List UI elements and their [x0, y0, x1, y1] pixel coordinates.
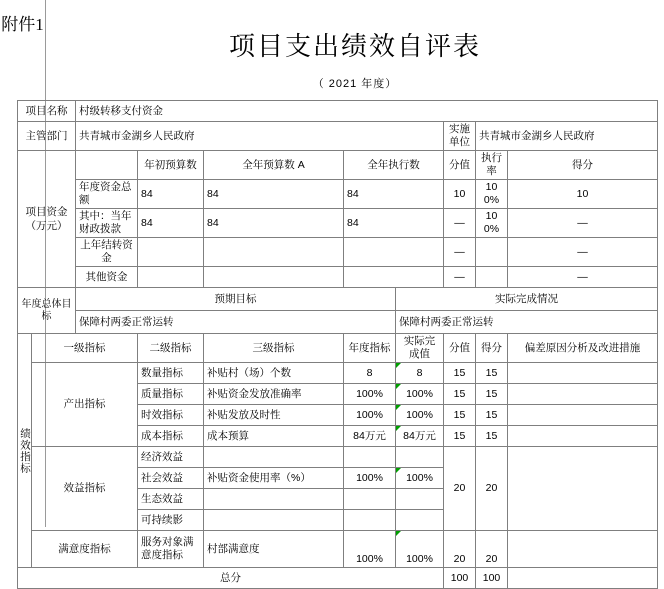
indicator-score: 15	[476, 405, 508, 426]
indicator-l3: 补贴村（场）个数	[204, 363, 344, 384]
table-row	[18, 311, 658, 334]
indicator-l3	[204, 510, 344, 531]
total-reason	[508, 568, 658, 589]
dept-value: 共青城市金湖乡人民政府	[76, 122, 444, 151]
indicator-l3	[204, 489, 344, 510]
expected-text: 保障村两委正常运转	[76, 311, 396, 334]
indicator-reason	[508, 384, 658, 405]
fund-row-rate: 100%	[476, 209, 508, 238]
indicator-target: 84万元	[344, 426, 396, 447]
indicator-l2: 生态效益	[138, 489, 204, 510]
indicator-value: 15	[444, 363, 476, 384]
table-row	[18, 238, 658, 267]
table-row	[18, 447, 658, 468]
fund-row-score: —	[508, 267, 658, 288]
indicator-score: 15	[476, 363, 508, 384]
indicator-target	[344, 510, 396, 531]
fund-row-c: 84	[344, 209, 444, 238]
title-block	[46, 0, 664, 92]
fund-row-name: 上年结转资金	[76, 238, 138, 267]
fund-row-a	[138, 238, 204, 267]
fund-row-scorevalue: 10	[444, 180, 476, 209]
fund-row-score: 10	[508, 180, 658, 209]
attachment-label: 附件1	[1, 15, 44, 34]
indicator-l2: 社会效益	[138, 468, 204, 489]
indicator-l2: 可持续影	[138, 510, 204, 531]
indicator-reason	[508, 426, 658, 447]
indicator-l1-header: 一级指标	[32, 334, 138, 363]
indicator-l2: 时效指标	[138, 405, 204, 426]
actual-text: 保障村两委正常运转	[396, 311, 658, 334]
indicator-group-benefit: 效益指标	[32, 447, 138, 531]
fund-row-a	[138, 267, 204, 288]
indicator-value: 20	[444, 531, 476, 568]
table-row	[18, 334, 658, 363]
table-row	[18, 101, 658, 122]
fund-row-a: 84	[138, 209, 204, 238]
table-row	[18, 180, 658, 209]
unit-value: 共青城市金湖乡人民政府	[476, 122, 658, 151]
indicator-actual: 100%	[396, 468, 444, 489]
indicator-actual-header: 实际完成值	[396, 334, 444, 363]
col-score: 得分	[508, 151, 658, 180]
unit-label: 实施单位	[444, 122, 476, 151]
fund-row-score: —	[508, 209, 658, 238]
total-label: 总分	[18, 568, 444, 589]
table-row	[18, 267, 658, 288]
indicator-reason	[508, 405, 658, 426]
indicator-actual: 100%	[396, 531, 444, 568]
fund-row-rate	[476, 267, 508, 288]
table-row	[18, 568, 658, 589]
indicator-actual: 100%	[396, 384, 444, 405]
fund-row-a: 84	[138, 180, 204, 209]
indicator-target: 100%	[344, 384, 396, 405]
indicator-reason	[508, 531, 658, 568]
table-row	[18, 288, 658, 311]
indicator-target	[344, 447, 396, 468]
fund-row-b: 84	[204, 180, 344, 209]
total-score: 100	[476, 568, 508, 589]
actual-header: 实际完成情况	[396, 288, 658, 311]
fund-row-c	[344, 267, 444, 288]
fund-row-c: 84	[344, 180, 444, 209]
indicator-l2-header: 二级指标	[138, 334, 204, 363]
expected-header: 预期目标	[76, 288, 396, 311]
fund-row-name: 年度资金总额	[76, 180, 138, 209]
indicator-target: 100%	[344, 405, 396, 426]
indicator-reason	[508, 363, 658, 384]
self-evaluation-table	[17, 100, 658, 589]
indicator-target	[344, 489, 396, 510]
indicator-target: 100%	[344, 468, 396, 489]
table-row	[18, 209, 658, 238]
indicator-l2: 质量指标	[138, 384, 204, 405]
table-row	[18, 151, 658, 180]
indicator-value-header: 分值	[444, 334, 476, 363]
page-title: 项目支出绩效自评表	[228, 32, 481, 61]
indicator-score: 20	[476, 447, 508, 531]
performance-label: 绩效指标	[18, 334, 32, 568]
indicator-actual	[396, 489, 444, 510]
fund-row-score: —	[508, 238, 658, 267]
col-full-exec: 全年执行数	[344, 151, 444, 180]
table-row	[18, 363, 658, 384]
fund-row-c	[344, 238, 444, 267]
fund-row-b: 84	[204, 209, 344, 238]
fund-row-scorevalue: —	[444, 209, 476, 238]
indicator-actual: 8	[396, 363, 444, 384]
indicator-value: 15	[444, 426, 476, 447]
indicator-l3: 成本预算	[204, 426, 344, 447]
col-year-budget: 年初预算数	[138, 151, 204, 180]
indicator-value: 20	[444, 447, 476, 531]
indicator-score: 20	[476, 531, 508, 568]
page-subtitle: （ 2021 年度）	[312, 78, 398, 90]
project-name-value: 村级转移支付资金	[76, 101, 658, 122]
fund-col-name	[76, 151, 138, 180]
indicator-actual	[396, 510, 444, 531]
col-score-value: 分值	[444, 151, 476, 180]
table-row	[18, 122, 658, 151]
table-row	[18, 531, 658, 568]
col-exec-rate: 执行率	[476, 151, 508, 180]
indicator-actual: 100%	[396, 405, 444, 426]
fund-row-name: 其他资金	[76, 267, 138, 288]
indicator-l3: 补贴资金使用率（%）	[204, 468, 344, 489]
fund-row-scorevalue: —	[444, 238, 476, 267]
fund-row-b	[204, 238, 344, 267]
indicator-score: 15	[476, 384, 508, 405]
overall-goal-label: 年度总体目标	[18, 288, 76, 334]
indicator-value: 15	[444, 405, 476, 426]
indicator-year-header: 年度指标	[344, 334, 396, 363]
funds-label: 项目资金（万元）	[18, 151, 76, 288]
indicator-l2: 数量指标	[138, 363, 204, 384]
indicator-target: 100%	[344, 531, 396, 568]
indicator-group-output: 产出指标	[32, 363, 138, 447]
fund-row-rate	[476, 238, 508, 267]
indicator-l3: 补贴发放及时性	[204, 405, 344, 426]
indicator-group-satisfaction: 满意度指标	[32, 531, 138, 568]
dept-label: 主管部门	[18, 122, 76, 151]
indicator-l2: 经济效益	[138, 447, 204, 468]
indicator-l3	[204, 447, 344, 468]
indicator-reason	[508, 447, 658, 531]
indicator-l3: 补贴资金发放准确率	[204, 384, 344, 405]
fund-row-name: 其中：当年财政拨款	[76, 209, 138, 238]
fund-row-rate: 100%	[476, 180, 508, 209]
fund-row-b	[204, 267, 344, 288]
indicator-l2: 服务对象满意度指标	[138, 531, 204, 568]
indicator-l3-header: 三级指标	[204, 334, 344, 363]
indicator-target: 8	[344, 363, 396, 384]
col-full-budget: 全年预算数 A	[204, 151, 344, 180]
indicator-reason-header: 偏差原因分析及改进措施	[508, 334, 658, 363]
indicator-l2: 成本指标	[138, 426, 204, 447]
indicator-score-header: 得分	[476, 334, 508, 363]
indicator-actual: 84万元	[396, 426, 444, 447]
indicator-score: 15	[476, 426, 508, 447]
project-name-label: 项目名称	[18, 101, 76, 122]
indicator-l3: 村部满意度	[204, 531, 344, 568]
fund-row-scorevalue: —	[444, 267, 476, 288]
indicator-actual	[396, 447, 444, 468]
indicator-value: 15	[444, 384, 476, 405]
total-value: 100	[444, 568, 476, 589]
